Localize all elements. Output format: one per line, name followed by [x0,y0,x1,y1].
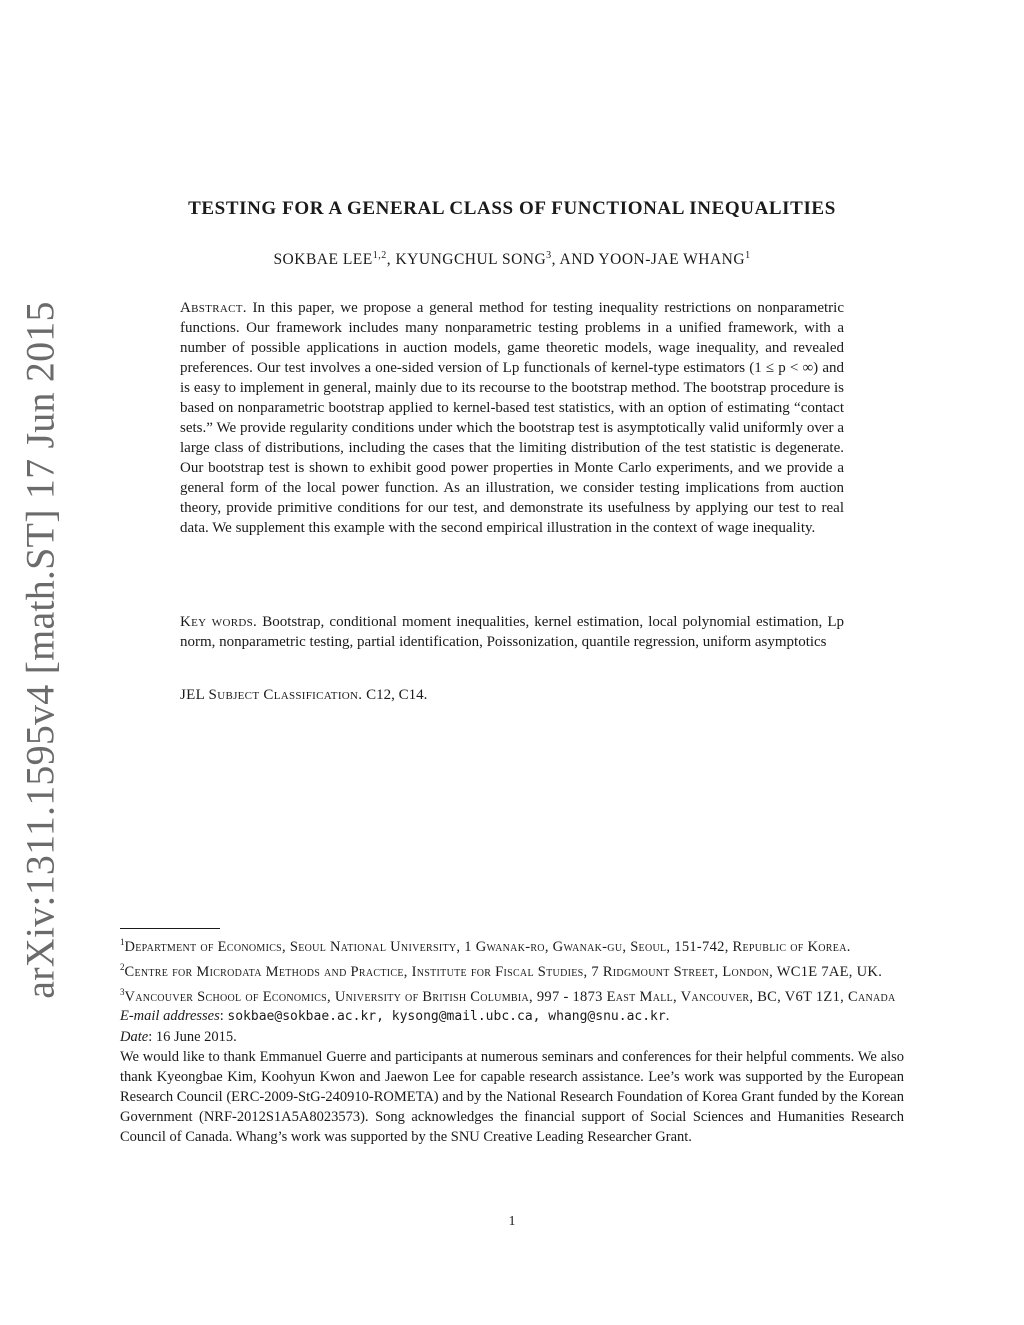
date-label: Date [120,1029,149,1046]
abstract [180,298,844,538]
author-song: , KYUNGCHUL SONG [386,251,547,269]
abstract-text: In this paper, we propose a general method for testing inequality restrictions on nonparametric functions. Our framework includes many nonparametric testing problems in a unified framework, with a number of possible applications in auction models, game theoretic models, wage inequality, and revealed preferences. Our test involves a one-sided version of Lp functionals of kernel-type estimators (1 ≤ p < ∞) and is easy to implement in general, mainly due to its recourse to the bootstrap method. The bootstrap procedure is based on nonparametric bootstrap applied to kernel-based test statistics, with an option of estimating “contact sets.” We provide regularity conditions under which the bootstrap test is asymptotically valid uniformly over a large class of distributions, including the cases that the limiting distribution of the test statistic is degenerate. Our bootstrap test is shown to exhibit good power properties in Monte Carlo experiments, and we provide a general form of the local power function. As an illustration, we consider testing implications from auction theory, provide primitive conditions for our test, and demonstrate its usefulness by applying our test to real data. We supplement this example with the second empirical illustration in the context of wage inequality. [180,300,844,536]
keywords-label: Key words. [180,614,258,630]
email-label: E-mail addresses [120,1008,220,1025]
jel-classification [180,685,844,705]
footnote-3-text: Vancouver School of Economics, University of British Columbia, 997 - 1873 East Mall, Vancouver, BC, V6T 1Z1, Canada [124,988,896,1005]
footnote-3-marker: 3 [120,986,125,997]
paper-title: TESTING FOR A GENERAL CLASS OF FUNCTIONAL INEQUALITIES [188,198,836,219]
date-line: Date: 16 June 2015. [120,1029,237,1046]
footnote-affiliation-1 [120,932,904,957]
footnote-1-marker: 1 [120,937,125,947]
jel-label: JEL Subject Classification. [180,687,363,703]
date-value: 16 June 2015. [155,1029,237,1046]
keywords-text: Bootstrap, conditional moment inequalities, kernel estimation, local polynomial estimation, Lp norm, nonparametric testing, partial identification, Poissonization, quantile regression, uniform asymptotics [180,614,844,650]
arxiv-sidebar-stamp [17,301,63,999]
arxiv-id-label: arXiv:1311.1595v4 [math.ST] 17 Jun 2015 [17,301,63,999]
email-line: E-mail addresses: sokbae@sokbae.ac.kr, kysong@mail.ubc.ca, whang@snu.ac.kr. [120,1008,670,1025]
author-lee-affil: 1,2 [372,250,387,261]
footnote-1-text: Department of Economics, Seoul National University, 1 Gwanak-ro, Gwanak-gu, Seoul, 151-742, Republic of Korea. [124,938,851,955]
footnote-2-marker: 2 [120,961,125,972]
page-number: 1 [508,1214,516,1229]
author-whang-affil: 1 [745,250,751,261]
footnote-affiliation-2 [120,957,904,982]
email-addresses: sokbae@sokbae.ac.kr, kysong@mail.ubc.ca, whang@snu.ac.kr [227,1009,666,1025]
footnote-affiliation-3 [120,982,904,1007]
footnote-2-text: Centre for Microdata Methods and Practice, Institute for Fiscal Studies, 7 Ridgmount Street, London, WC1E 7AE, UK. [124,963,883,980]
abstract-label: Abstract. [180,300,247,316]
author-lee: SOKBAE LEE [273,251,373,269]
acknowledgements: We would like to thank Emmanuel Guerre and participants at numerous seminars and conferences for their helpful comments. We also thank Kyeongbae Kim, Koohyun Kwon and Jaewon Lee for capable research assistance. Lee’s work was supported by the European Research Council (ERC-2009-StG-240910-ROMETA) and by the National Research Foundation of Korea Grant funded by the Korean Government (NRF-2012S1A5A8023573). Song acknowledges the financial support of Social Sciences and Humanities Research Council of Canada. Whang’s work was supported by the SNU Creative Leading Researcher Grant. [120,1049,904,1146]
author-whang: , AND YOON-JAE WHANG [551,251,746,269]
jel-codes: C12, C14. [366,687,428,703]
author-line [0,250,1024,269]
footnotes [120,932,904,1147]
author-song-affil: 3 [546,250,552,261]
footnote-divider [120,928,220,929]
keywords [180,612,844,652]
